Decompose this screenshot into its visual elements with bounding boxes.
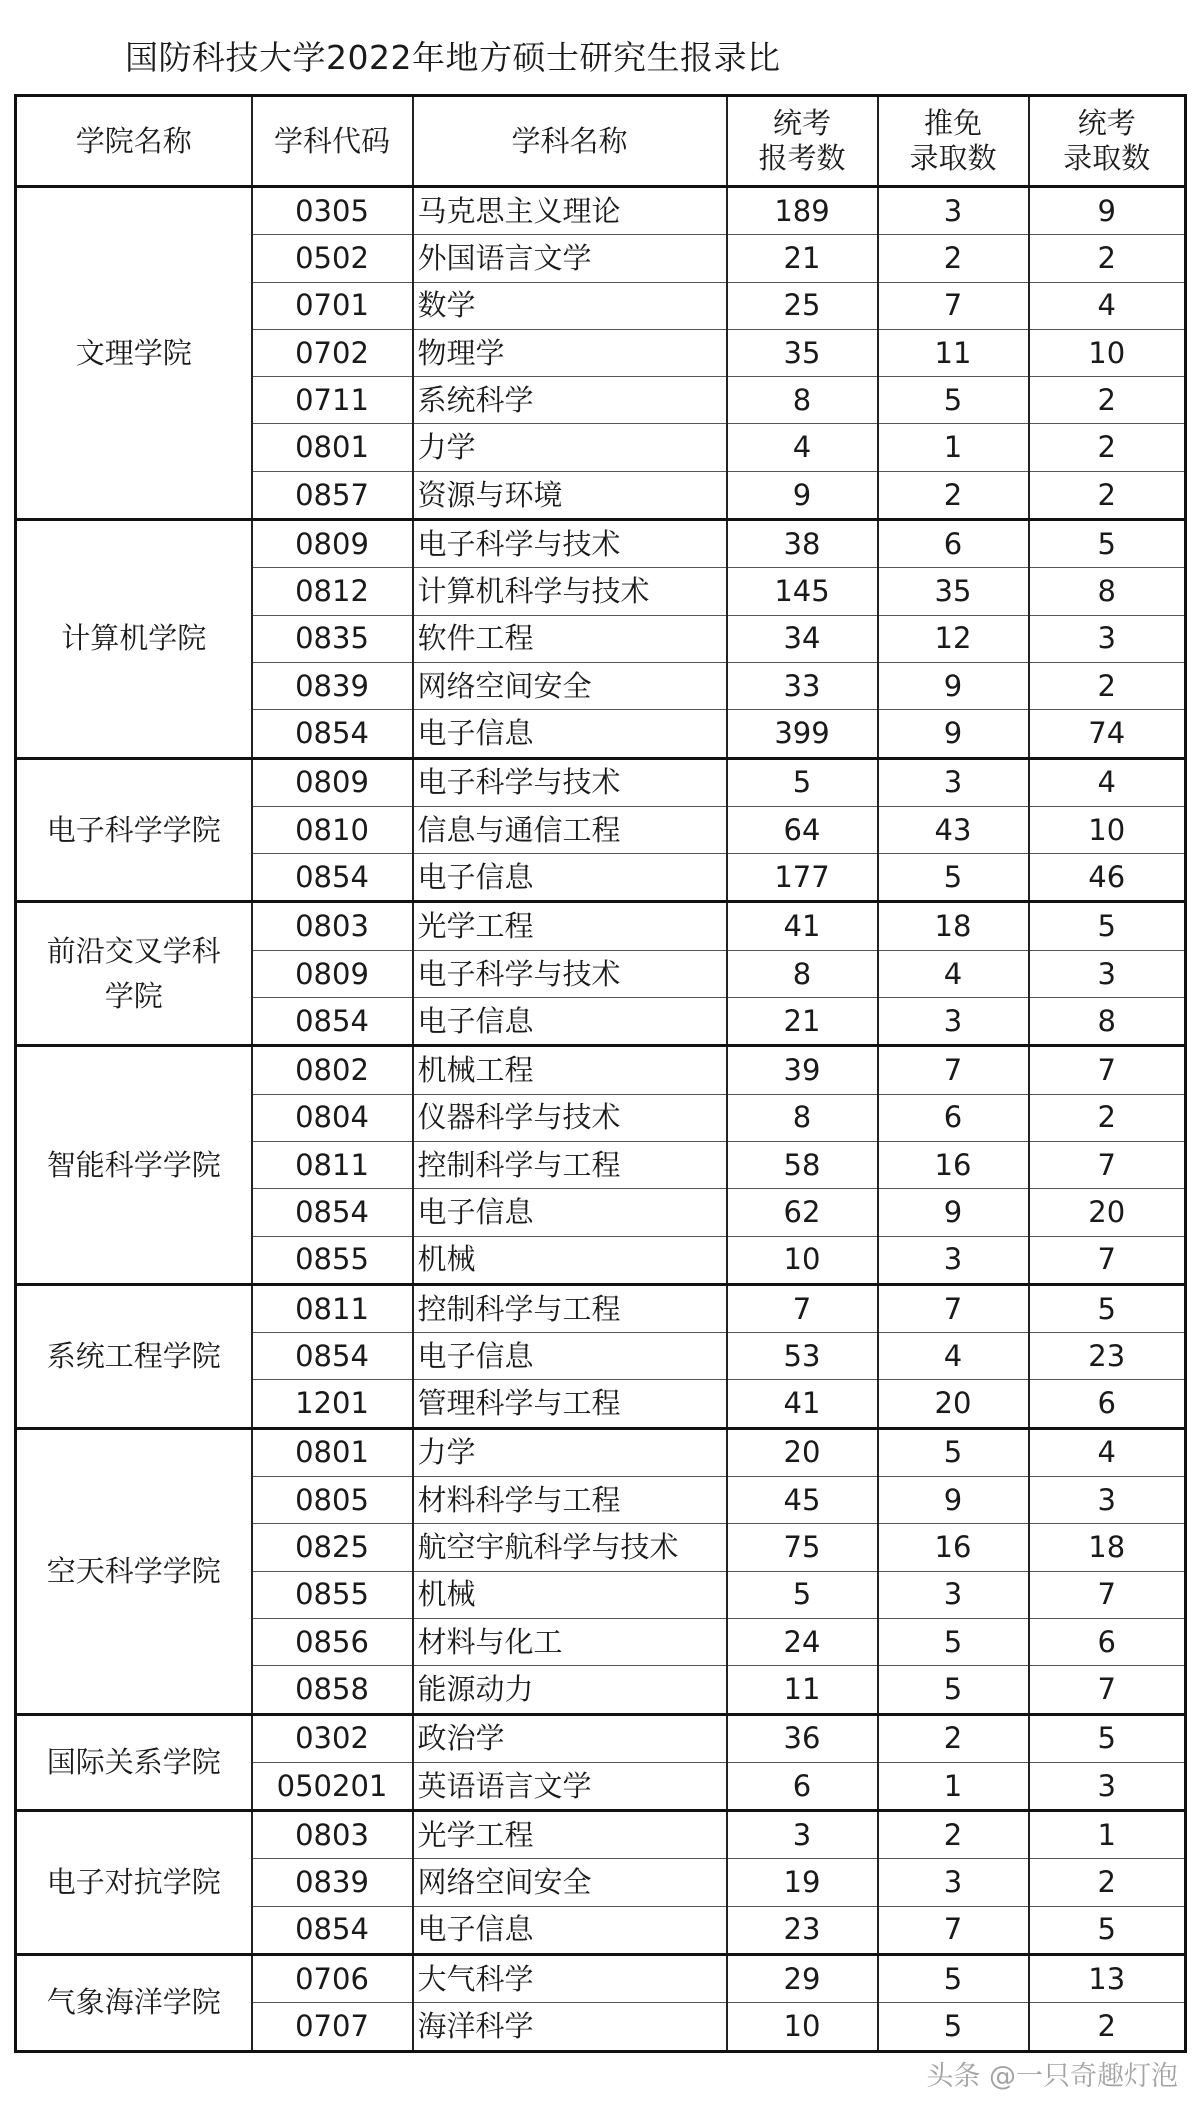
exam-applicants: 53 [727, 1333, 878, 1380]
table-row [16, 1714, 1186, 1762]
exam-applicants: 64 [727, 806, 878, 853]
exam-admitted: 3 [1029, 615, 1186, 662]
exempt-admitted: 7 [878, 282, 1029, 329]
exam-admitted: 7 [1029, 1666, 1186, 1714]
subject-code: 0854 [252, 1906, 413, 1954]
exam-admitted: 2 [1029, 471, 1186, 519]
subject-code: 0801 [252, 1428, 413, 1476]
subject-code: 0711 [252, 377, 413, 424]
header-exempt-admitted: 推免 录取数 [878, 96, 1029, 187]
table-row [16, 187, 1186, 235]
exam-admitted: 2 [1029, 1094, 1186, 1141]
exam-admitted: 4 [1029, 1428, 1186, 1476]
subject-code: 0854 [252, 998, 413, 1046]
subject-name: 外国语言文学 [413, 235, 727, 282]
exempt-admitted: 7 [878, 1906, 1029, 1954]
subject-code: 0701 [252, 282, 413, 329]
subject-code: 0857 [252, 471, 413, 519]
subject-name: 光学工程 [413, 902, 727, 950]
subject-name: 马克思主义理论 [413, 187, 727, 235]
subject-name: 电子信息 [413, 1189, 727, 1236]
subject-name: 海洋科学 [413, 2003, 727, 2051]
table-row [16, 520, 1186, 568]
exam-admitted: 8 [1029, 998, 1186, 1046]
exempt-admitted: 5 [878, 1618, 1029, 1665]
subject-name: 物理学 [413, 329, 727, 376]
exam-applicants: 58 [727, 1141, 878, 1188]
exam-applicants: 5 [727, 1571, 878, 1618]
exempt-admitted: 11 [878, 329, 1029, 376]
exempt-admitted: 4 [878, 950, 1029, 997]
table-row [16, 1428, 1186, 1476]
exam-applicants: 34 [727, 615, 878, 662]
subject-name: 力学 [413, 424, 727, 471]
subject-name: 英语语言文学 [413, 1762, 727, 1810]
subject-name: 控制科学与工程 [413, 1141, 727, 1188]
exam-applicants: 5 [727, 758, 878, 806]
exempt-admitted: 3 [878, 1859, 1029, 1906]
subject-name: 信息与通信工程 [413, 806, 727, 853]
subject-name: 政治学 [413, 1714, 727, 1762]
subject-code: 0706 [252, 1954, 413, 2002]
exam-applicants: 21 [727, 998, 878, 1046]
exam-admitted: 10 [1029, 329, 1186, 376]
header-code: 学科代码 [252, 96, 413, 187]
subject-name: 力学 [413, 1428, 727, 1476]
exam-admitted: 4 [1029, 282, 1186, 329]
exempt-admitted: 3 [878, 998, 1029, 1046]
college-name: 系统工程学院 [16, 1284, 252, 1428]
admission-ratio-table [14, 94, 1187, 2053]
subject-name: 管理科学与工程 [413, 1380, 727, 1428]
college-name: 智能科学学院 [16, 1046, 252, 1284]
exempt-admitted: 3 [878, 1236, 1029, 1284]
exam-admitted: 7 [1029, 1046, 1186, 1094]
exempt-admitted: 3 [878, 1571, 1029, 1618]
subject-name: 材料科学与工程 [413, 1477, 727, 1524]
subject-code: 0302 [252, 1714, 413, 1762]
exempt-admitted: 2 [878, 1714, 1029, 1762]
subject-name: 电子信息 [413, 1333, 727, 1380]
exempt-admitted: 2 [878, 235, 1029, 282]
subject-name: 数学 [413, 282, 727, 329]
exempt-admitted: 9 [878, 662, 1029, 709]
exempt-admitted: 7 [878, 1284, 1029, 1332]
subject-code: 0854 [252, 1333, 413, 1380]
subject-name: 光学工程 [413, 1811, 727, 1859]
subject-name: 电子科学与技术 [413, 950, 727, 997]
exempt-admitted: 9 [878, 1189, 1029, 1236]
exam-applicants: 35 [727, 329, 878, 376]
subject-code: 050201 [252, 1762, 413, 1810]
exam-applicants: 38 [727, 520, 878, 568]
subject-name: 大气科学 [413, 1954, 727, 2002]
subject-code: 0809 [252, 758, 413, 806]
exempt-admitted: 5 [878, 1428, 1029, 1476]
college-name: 气象海洋学院 [16, 1954, 252, 2051]
subject-name: 计算机科学与技术 [413, 568, 727, 615]
exam-applicants: 10 [727, 2003, 878, 2051]
exam-applicants: 29 [727, 1954, 878, 2002]
header-subject: 学科名称 [413, 96, 727, 187]
exempt-admitted: 43 [878, 806, 1029, 853]
subject-code: 0839 [252, 1859, 413, 1906]
exam-admitted: 2 [1029, 1859, 1186, 1906]
subject-name: 机械工程 [413, 1046, 727, 1094]
exempt-admitted: 2 [878, 471, 1029, 519]
exam-applicants: 189 [727, 187, 878, 235]
subject-code: 0810 [252, 806, 413, 853]
subject-name: 网络空间安全 [413, 1859, 727, 1906]
exam-applicants: 10 [727, 1236, 878, 1284]
college-name: 电子对抗学院 [16, 1811, 252, 1955]
exempt-admitted: 5 [878, 1666, 1029, 1714]
exempt-admitted: 9 [878, 1477, 1029, 1524]
header-exam-admitted: 统考 录取数 [1029, 96, 1186, 187]
watermark-text: 头条 @一只奇趣灯泡 [926, 2061, 1178, 2092]
exam-applicants: 33 [727, 662, 878, 709]
exam-admitted: 46 [1029, 854, 1186, 902]
subject-name: 控制科学与工程 [413, 1284, 727, 1332]
header-row [16, 96, 1186, 187]
exam-applicants: 23 [727, 1906, 878, 1954]
subject-name: 电子科学与技术 [413, 520, 727, 568]
exam-admitted: 7 [1029, 1141, 1186, 1188]
exam-applicants: 9 [727, 471, 878, 519]
subject-code: 0858 [252, 1666, 413, 1714]
subject-code: 0803 [252, 902, 413, 950]
exam-admitted: 3 [1029, 1477, 1186, 1524]
exam-applicants: 25 [727, 282, 878, 329]
subject-code: 0854 [252, 854, 413, 902]
exempt-admitted: 20 [878, 1380, 1029, 1428]
exam-applicants: 20 [727, 1428, 878, 1476]
subject-name: 机械 [413, 1236, 727, 1284]
exam-admitted: 4 [1029, 758, 1186, 806]
exam-admitted: 5 [1029, 1906, 1186, 1954]
subject-code: 0502 [252, 235, 413, 282]
exempt-admitted: 2 [878, 1811, 1029, 1859]
exempt-admitted: 4 [878, 1333, 1029, 1380]
exam-applicants: 36 [727, 1714, 878, 1762]
subject-code: 0805 [252, 1477, 413, 1524]
subject-name: 电子信息 [413, 854, 727, 902]
exam-admitted: 5 [1029, 1714, 1186, 1762]
exam-admitted: 2 [1029, 2003, 1186, 2051]
exam-applicants: 41 [727, 1380, 878, 1428]
table-row [16, 758, 1186, 806]
exam-applicants: 8 [727, 377, 878, 424]
exam-applicants: 75 [727, 1524, 878, 1571]
subject-name: 电子信息 [413, 998, 727, 1046]
subject-name: 仪器科学与技术 [413, 1094, 727, 1141]
exam-applicants: 399 [727, 710, 878, 758]
exempt-admitted: 7 [878, 1046, 1029, 1094]
exam-admitted: 3 [1029, 950, 1186, 997]
table-row [16, 1954, 1186, 2002]
exam-applicants: 45 [727, 1477, 878, 1524]
exempt-admitted: 18 [878, 902, 1029, 950]
exam-admitted: 2 [1029, 377, 1186, 424]
subject-code: 0856 [252, 1618, 413, 1665]
table-row [16, 1284, 1186, 1332]
subject-code: 0803 [252, 1811, 413, 1859]
subject-code: 0854 [252, 1189, 413, 1236]
header-college: 学院名称 [16, 96, 252, 187]
exam-admitted: 74 [1029, 710, 1186, 758]
subject-code: 0855 [252, 1236, 413, 1284]
exempt-admitted: 3 [878, 758, 1029, 806]
subject-name: 航空宇航科学与技术 [413, 1524, 727, 1571]
exempt-admitted: 6 [878, 520, 1029, 568]
college-name: 前沿交叉学科 学院 [16, 902, 252, 1046]
exam-applicants: 21 [727, 235, 878, 282]
college-name: 文理学院 [16, 187, 252, 520]
exam-applicants: 41 [727, 902, 878, 950]
exam-admitted: 6 [1029, 1380, 1186, 1428]
exam-admitted: 7 [1029, 1571, 1186, 1618]
header-applicants: 统考 报考数 [727, 96, 878, 187]
exempt-admitted: 5 [878, 2003, 1029, 2051]
subject-name: 材料与化工 [413, 1618, 727, 1665]
exam-applicants: 19 [727, 1859, 878, 1906]
exempt-admitted: 5 [878, 1954, 1029, 2002]
exam-applicants: 7 [727, 1284, 878, 1332]
exam-admitted: 2 [1029, 662, 1186, 709]
subject-code: 0854 [252, 710, 413, 758]
exam-admitted: 5 [1029, 520, 1186, 568]
exam-admitted: 2 [1029, 235, 1186, 282]
college-name: 计算机学院 [16, 520, 252, 758]
exam-admitted: 20 [1029, 1189, 1186, 1236]
subject-code: 0811 [252, 1284, 413, 1332]
exam-admitted: 1 [1029, 1811, 1186, 1859]
subject-code: 0839 [252, 662, 413, 709]
table-row [16, 1811, 1186, 1859]
subject-code: 0809 [252, 520, 413, 568]
subject-code: 0804 [252, 1094, 413, 1141]
table-row [16, 902, 1186, 950]
subject-code: 0811 [252, 1141, 413, 1188]
subject-name: 软件工程 [413, 615, 727, 662]
exam-admitted: 5 [1029, 902, 1186, 950]
subject-name: 电子信息 [413, 710, 727, 758]
college-name: 空天科学学院 [16, 1428, 252, 1714]
college-name: 国际关系学院 [16, 1714, 252, 1811]
exam-admitted: 13 [1029, 1954, 1186, 2002]
exam-admitted: 3 [1029, 1762, 1186, 1810]
college-name: 电子科学学院 [16, 758, 252, 902]
subject-code: 0707 [252, 2003, 413, 2051]
exam-admitted: 10 [1029, 806, 1186, 853]
exempt-admitted: 3 [878, 187, 1029, 235]
exempt-admitted: 1 [878, 424, 1029, 471]
exam-applicants: 177 [727, 854, 878, 902]
exam-applicants: 6 [727, 1762, 878, 1810]
subject-code: 0835 [252, 615, 413, 662]
exam-applicants: 11 [727, 1666, 878, 1714]
subject-code: 0825 [252, 1524, 413, 1571]
exempt-admitted: 9 [878, 710, 1029, 758]
exam-admitted: 23 [1029, 1333, 1186, 1380]
exam-applicants: 4 [727, 424, 878, 471]
subject-code: 0801 [252, 424, 413, 471]
subject-code: 0702 [252, 329, 413, 376]
exempt-admitted: 5 [878, 854, 1029, 902]
exam-applicants: 39 [727, 1046, 878, 1094]
exam-applicants: 8 [727, 950, 878, 997]
subject-code: 0305 [252, 187, 413, 235]
exam-applicants: 24 [727, 1618, 878, 1665]
exam-applicants: 145 [727, 568, 878, 615]
exempt-admitted: 12 [878, 615, 1029, 662]
exempt-admitted: 16 [878, 1141, 1029, 1188]
exam-admitted: 8 [1029, 568, 1186, 615]
exam-admitted: 6 [1029, 1618, 1186, 1665]
subject-name: 网络空间安全 [413, 662, 727, 709]
exempt-admitted: 35 [878, 568, 1029, 615]
exempt-admitted: 1 [878, 1762, 1029, 1810]
exam-admitted: 2 [1029, 424, 1186, 471]
exam-admitted: 7 [1029, 1236, 1186, 1284]
exam-applicants: 62 [727, 1189, 878, 1236]
subject-code: 0812 [252, 568, 413, 615]
subject-name: 电子科学与技术 [413, 758, 727, 806]
exam-applicants: 8 [727, 1094, 878, 1141]
exempt-admitted: 5 [878, 377, 1029, 424]
subject-code: 0855 [252, 1571, 413, 1618]
exempt-admitted: 6 [878, 1094, 1029, 1141]
exam-admitted: 9 [1029, 187, 1186, 235]
page-title: 国防科技大学2022年地方硕士研究生报录比 [125, 38, 781, 77]
subject-code: 1201 [252, 1380, 413, 1428]
table-row [16, 1046, 1186, 1094]
subject-name: 电子信息 [413, 1906, 727, 1954]
subject-code: 0802 [252, 1046, 413, 1094]
exam-admitted: 5 [1029, 1284, 1186, 1332]
subject-code: 0809 [252, 950, 413, 997]
subject-name: 资源与环境 [413, 471, 727, 519]
exam-applicants: 3 [727, 1811, 878, 1859]
exempt-admitted: 16 [878, 1524, 1029, 1571]
subject-name: 能源动力 [413, 1666, 727, 1714]
subject-name: 机械 [413, 1571, 727, 1618]
exam-admitted: 18 [1029, 1524, 1186, 1571]
subject-name: 系统科学 [413, 377, 727, 424]
